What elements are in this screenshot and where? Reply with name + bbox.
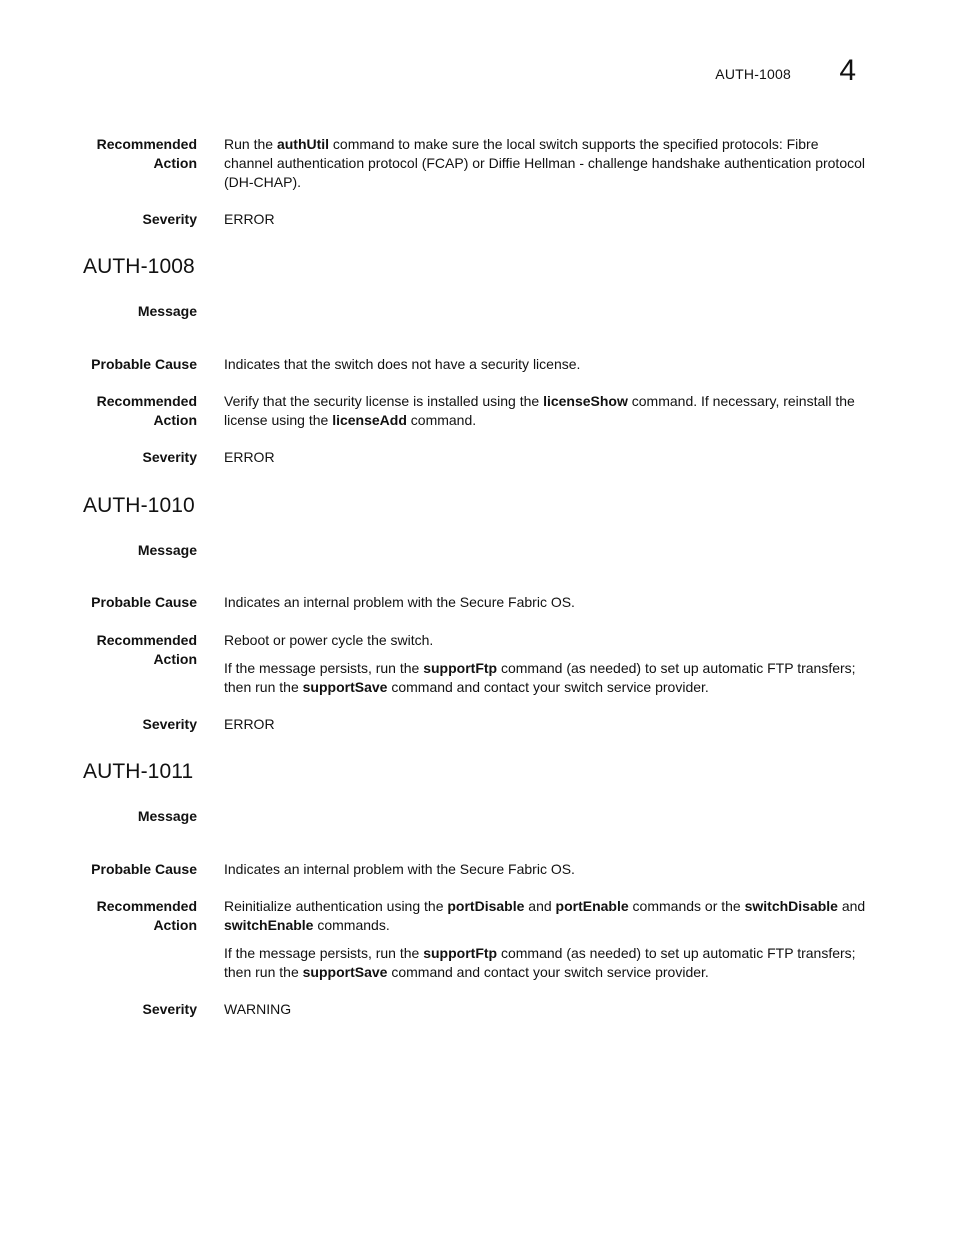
severity-value: ERROR	[224, 211, 275, 227]
recommended-action-text: Verify that the security license is installed using the licenseShow command. If necessary, reinstall the license using the licenseAdd command.	[224, 393, 855, 428]
probable-cause-label: Probable Cause	[91, 861, 197, 877]
message-label: Message	[137, 542, 197, 558]
probable-cause-text: Indicates that the switch does not have a security license.	[224, 356, 581, 372]
command-name: switchDisable	[744, 898, 838, 914]
recommended-action-text: Reinitialize authentication using the portDisable and portEnable commands or the switchDisable and switchEnable commands. If the message persists, run the supportFtp command (as needed) to set up automatic FTP transfers; then run the supportSave command and contact your switch service provider.	[224, 898, 866, 980]
section-title-auth-1008: AUTH-1008	[83, 255, 195, 278]
message-label: Message	[137, 303, 197, 319]
severity-label: Severity	[142, 1001, 197, 1017]
section-title-auth-1011: AUTH-1011	[83, 760, 194, 783]
command-name: supportFtp	[423, 945, 498, 961]
command-name: supportSave	[302, 964, 388, 980]
command-name: portDisable	[447, 898, 525, 914]
probable-cause-label: Probable Cause	[91, 594, 197, 610]
recommended-action-label: Recommended Action	[96, 898, 197, 933]
probable-cause-text: Indicates an internal problem with the Secure Fabric OS.	[224, 861, 575, 877]
page-header	[0, 56, 954, 90]
section-title-auth-1010: AUTH-1010	[83, 494, 195, 517]
severity-value: ERROR	[224, 716, 275, 732]
message-label: Message	[137, 808, 197, 824]
recommended-action-label: Recommended Action	[96, 393, 197, 428]
command-name: licenseShow	[543, 393, 628, 409]
recommended-action-text: Reboot or power cycle the switch. If the message persists, run the supportFtp command (as needed) to set up automatic FTP transfers; then run the supportSave command and contact your switch service provider.	[224, 632, 856, 695]
command-name: portEnable	[555, 898, 629, 914]
probable-cause-label: Probable Cause	[91, 356, 197, 372]
severity-label: Severity	[142, 211, 197, 227]
chapter-number: 4	[839, 54, 856, 87]
severity-label: Severity	[142, 716, 197, 732]
recommended-action-label: Recommended Action	[96, 136, 197, 171]
command-name: switchEnable	[224, 917, 314, 933]
command-name: licenseAdd	[332, 412, 407, 428]
header-title: AUTH-1008	[715, 66, 791, 82]
severity-label: Severity	[142, 449, 197, 465]
severity-value: WARNING	[224, 1001, 292, 1017]
command-name: supportSave	[302, 679, 388, 695]
command-name: authUtil	[276, 136, 330, 152]
command-name: supportFtp	[423, 660, 498, 676]
recommended-action-label: Recommended Action	[96, 632, 197, 667]
severity-value: ERROR	[224, 449, 275, 465]
probable-cause-text: Indicates an internal problem with the Secure Fabric OS.	[224, 594, 575, 610]
recommended-action-text: Run the authUtil command to make sure the local switch supports the specified protocols: Fibre channel authentication protocol (FCAP) or Diffie Hellman - challenge handshake authentication protocol (DH-CHAP).	[224, 136, 866, 190]
